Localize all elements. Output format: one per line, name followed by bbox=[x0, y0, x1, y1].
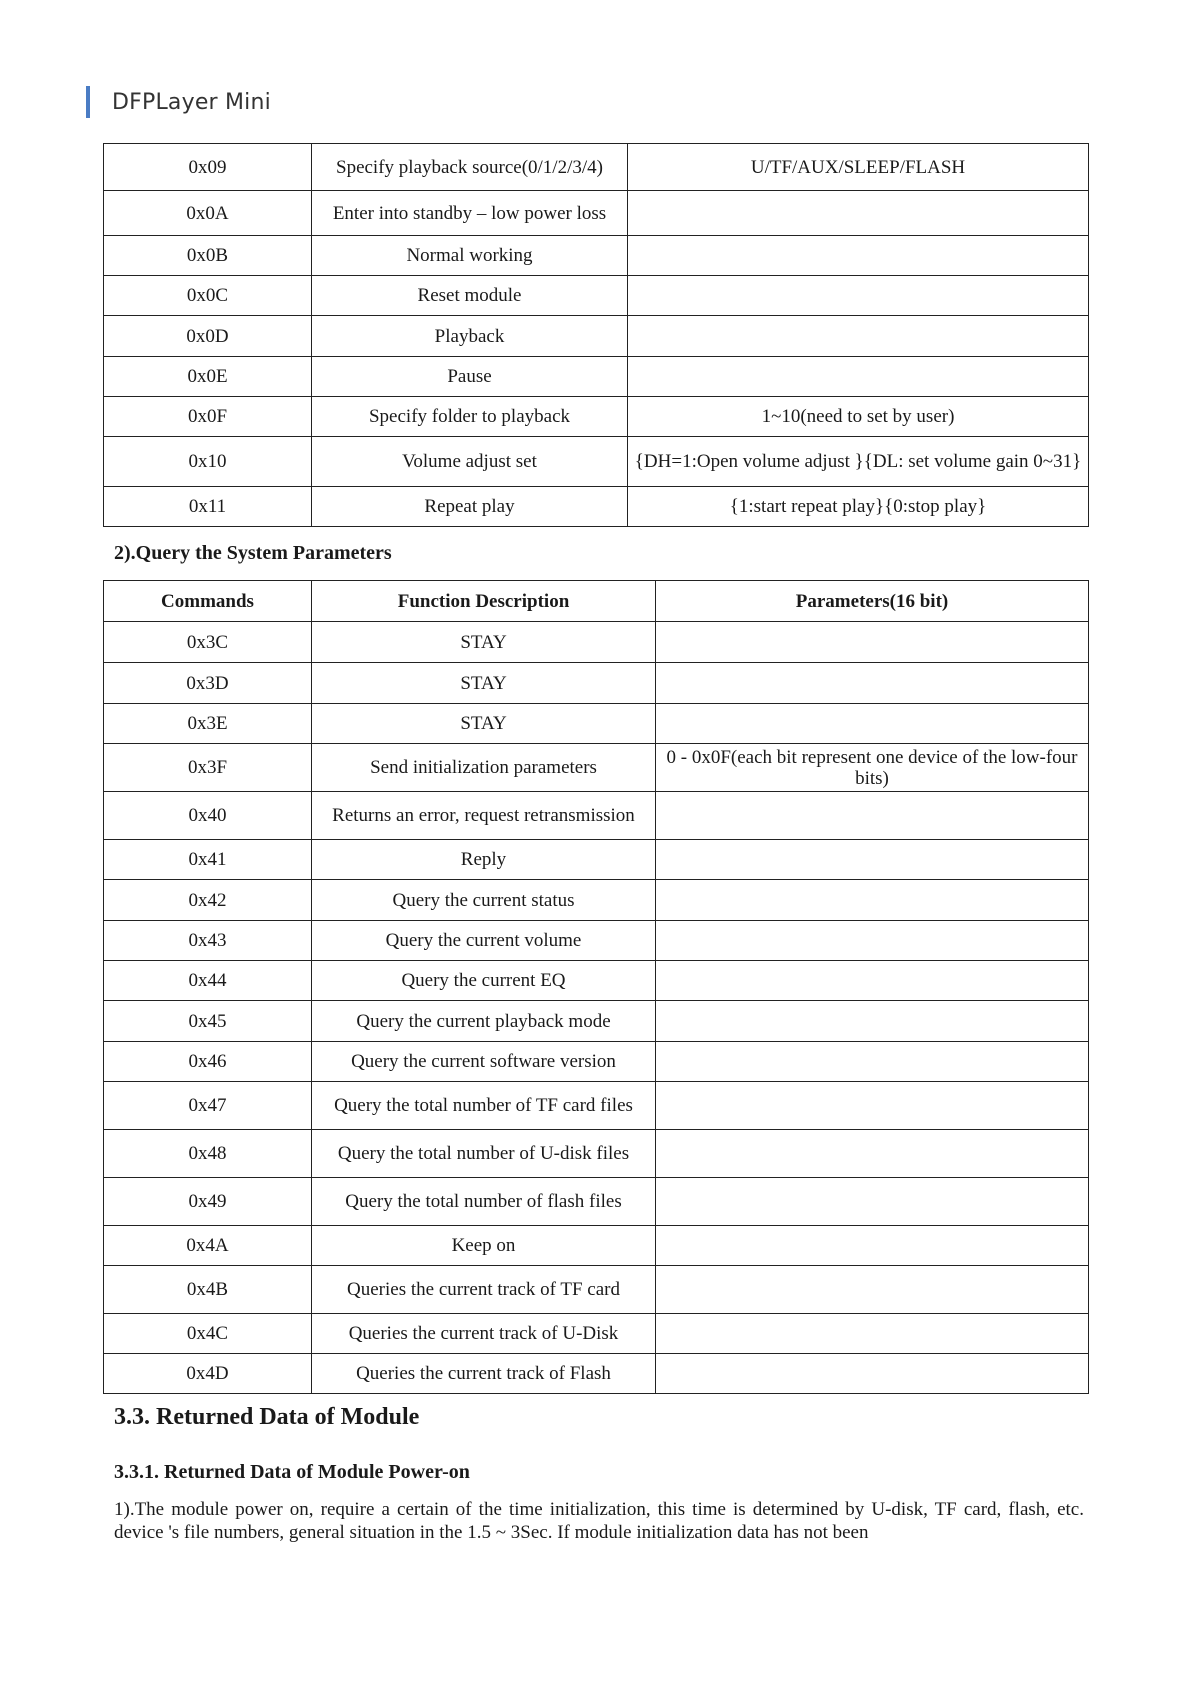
table-row bbox=[104, 357, 1089, 397]
function-cell: Normal working bbox=[312, 236, 628, 276]
table-row bbox=[104, 961, 1089, 1001]
command-cell: 0x0F bbox=[104, 397, 312, 437]
parameter-cell bbox=[628, 276, 1089, 316]
parameter-cell bbox=[656, 704, 1089, 744]
table-row bbox=[104, 487, 1089, 527]
parameter-cell bbox=[656, 622, 1089, 663]
command-table-continued bbox=[103, 143, 1089, 527]
command-cell: 0x46 bbox=[104, 1042, 312, 1082]
section-heading-query-params: 2).Query the System Parameters bbox=[114, 542, 392, 564]
function-cell: STAY bbox=[312, 704, 656, 744]
table-row bbox=[104, 1042, 1089, 1082]
function-cell: Send initialization parameters bbox=[312, 744, 656, 792]
command-cell: 0x3E bbox=[104, 704, 312, 744]
command-cell: 0x42 bbox=[104, 880, 312, 921]
parameter-cell: {DH=1:Open volume adjust }{DL: set volume gain 0~31} bbox=[628, 437, 1089, 487]
parameter-cell bbox=[656, 1226, 1089, 1266]
function-cell: Enter into standby – low power loss bbox=[312, 191, 628, 236]
function-cell: Query the current volume bbox=[312, 921, 656, 961]
table-row bbox=[104, 397, 1089, 437]
table-row bbox=[104, 744, 1089, 792]
table-row bbox=[104, 437, 1089, 487]
function-cell: Queries the current track of TF card bbox=[312, 1266, 656, 1314]
command-cell: 0x0E bbox=[104, 357, 312, 397]
parameter-cell bbox=[628, 191, 1089, 236]
command-cell: 0x3C bbox=[104, 622, 312, 663]
parameter-cell bbox=[656, 1266, 1089, 1314]
function-cell: Keep on bbox=[312, 1226, 656, 1266]
table-row bbox=[104, 792, 1089, 840]
parameter-cell: 1~10(need to set by user) bbox=[628, 397, 1089, 437]
command-cell: 0x41 bbox=[104, 840, 312, 880]
parameter-cell bbox=[656, 792, 1089, 840]
parameter-cell: U/TF/AUX/SLEEP/FLASH bbox=[628, 144, 1089, 191]
function-cell: Reset module bbox=[312, 276, 628, 316]
header-function-description: Function Description bbox=[312, 581, 656, 622]
parameter-cell bbox=[656, 1042, 1089, 1082]
command-cell: 0x40 bbox=[104, 792, 312, 840]
function-cell: Query the total number of flash files bbox=[312, 1178, 656, 1226]
function-cell: Volume adjust set bbox=[312, 437, 628, 487]
command-cell: 0x10 bbox=[104, 437, 312, 487]
command-cell: 0x0C bbox=[104, 276, 312, 316]
function-cell: STAY bbox=[312, 663, 656, 704]
function-cell: Queries the current track of Flash bbox=[312, 1354, 656, 1394]
header-title: DFPLayer Mini bbox=[112, 89, 271, 115]
parameter-cell bbox=[656, 1354, 1089, 1394]
command-cell: 0x47 bbox=[104, 1082, 312, 1130]
function-cell: Query the current playback mode bbox=[312, 1001, 656, 1042]
page-header bbox=[86, 86, 271, 118]
power-on-paragraph: 1).The module power on, require a certain of the time initialization, this time is determined by U-disk, TF card, flash, etc. device 's file numbers, general situation in the 1.5 ~ 3Sec. If module initialization data has not been bbox=[114, 1499, 1084, 1543]
function-cell: Specify playback source(0/1/2/3/4) bbox=[312, 144, 628, 191]
command-cell: 0x43 bbox=[104, 921, 312, 961]
table-row bbox=[104, 1001, 1089, 1042]
function-cell: Returns an error, request retransmission bbox=[312, 792, 656, 840]
function-cell: Query the current software version bbox=[312, 1042, 656, 1082]
parameter-cell bbox=[628, 357, 1089, 397]
function-cell: Queries the current track of U-Disk bbox=[312, 1314, 656, 1354]
function-cell: Playback bbox=[312, 316, 628, 357]
function-cell: Query the current status bbox=[312, 880, 656, 921]
subsection-heading-power-on: 3.3.1. Returned Data of Module Power-on bbox=[114, 1461, 470, 1483]
table-row bbox=[104, 1354, 1089, 1394]
table-row bbox=[104, 663, 1089, 704]
command-cell: 0x4B bbox=[104, 1266, 312, 1314]
command-cell: 0x49 bbox=[104, 1178, 312, 1226]
parameter-cell bbox=[628, 236, 1089, 276]
table-row bbox=[104, 840, 1089, 880]
command-cell: 0x11 bbox=[104, 487, 312, 527]
parameter-cell bbox=[656, 840, 1089, 880]
table-row bbox=[104, 1130, 1089, 1178]
function-cell: Query the total number of TF card files bbox=[312, 1082, 656, 1130]
function-cell: Reply bbox=[312, 840, 656, 880]
table-row bbox=[104, 191, 1089, 236]
header-accent-bar bbox=[86, 86, 90, 118]
command-cell: 0x4D bbox=[104, 1354, 312, 1394]
command-cell: 0x09 bbox=[104, 144, 312, 191]
table-row bbox=[104, 1314, 1089, 1354]
section-heading-returned-data: 3.3. Returned Data of Module bbox=[114, 1404, 420, 1430]
function-cell: Specify folder to playback bbox=[312, 397, 628, 437]
table-row bbox=[104, 1266, 1089, 1314]
command-cell: 0x0B bbox=[104, 236, 312, 276]
command-cell: 0x3F bbox=[104, 744, 312, 792]
function-cell: STAY bbox=[312, 622, 656, 663]
parameter-cell bbox=[656, 1001, 1089, 1042]
table-row bbox=[104, 276, 1089, 316]
function-cell: Pause bbox=[312, 357, 628, 397]
command-cell: 0x0D bbox=[104, 316, 312, 357]
function-cell: Query the current EQ bbox=[312, 961, 656, 1001]
header-parameters: Parameters(16 bit) bbox=[656, 581, 1089, 622]
table-row bbox=[104, 236, 1089, 276]
header-commands: Commands bbox=[104, 581, 312, 622]
function-cell: Query the total number of U-disk files bbox=[312, 1130, 656, 1178]
parameter-cell bbox=[628, 316, 1089, 357]
command-cell: 0x48 bbox=[104, 1130, 312, 1178]
parameter-cell bbox=[656, 1178, 1089, 1226]
command-cell: 0x3D bbox=[104, 663, 312, 704]
parameter-cell bbox=[656, 921, 1089, 961]
command-cell: 0x4A bbox=[104, 1226, 312, 1266]
parameter-cell bbox=[656, 663, 1089, 704]
command-cell: 0x45 bbox=[104, 1001, 312, 1042]
table-header-row bbox=[104, 581, 1089, 622]
function-cell: Repeat play bbox=[312, 487, 628, 527]
table-row bbox=[104, 1178, 1089, 1226]
parameter-cell bbox=[656, 880, 1089, 921]
table-row bbox=[104, 921, 1089, 961]
table-row bbox=[104, 144, 1089, 191]
command-cell: 0x4C bbox=[104, 1314, 312, 1354]
parameter-cell bbox=[656, 961, 1089, 1001]
parameter-cell bbox=[656, 1314, 1089, 1354]
command-cell: 0x44 bbox=[104, 961, 312, 1001]
parameter-cell: {1:start repeat play}{0:stop play} bbox=[628, 487, 1089, 527]
parameter-cell bbox=[656, 1082, 1089, 1130]
parameter-cell bbox=[656, 1130, 1089, 1178]
table-row bbox=[104, 880, 1089, 921]
table-row bbox=[104, 622, 1089, 663]
table-row bbox=[104, 316, 1089, 357]
table-row bbox=[104, 1082, 1089, 1130]
command-cell: 0x0A bbox=[104, 191, 312, 236]
parameter-cell: 0 - 0x0F(each bit represent one device of the low-four bits) bbox=[656, 744, 1089, 792]
table-row bbox=[104, 1226, 1089, 1266]
table-row bbox=[104, 704, 1089, 744]
query-parameters-table bbox=[103, 580, 1089, 1394]
